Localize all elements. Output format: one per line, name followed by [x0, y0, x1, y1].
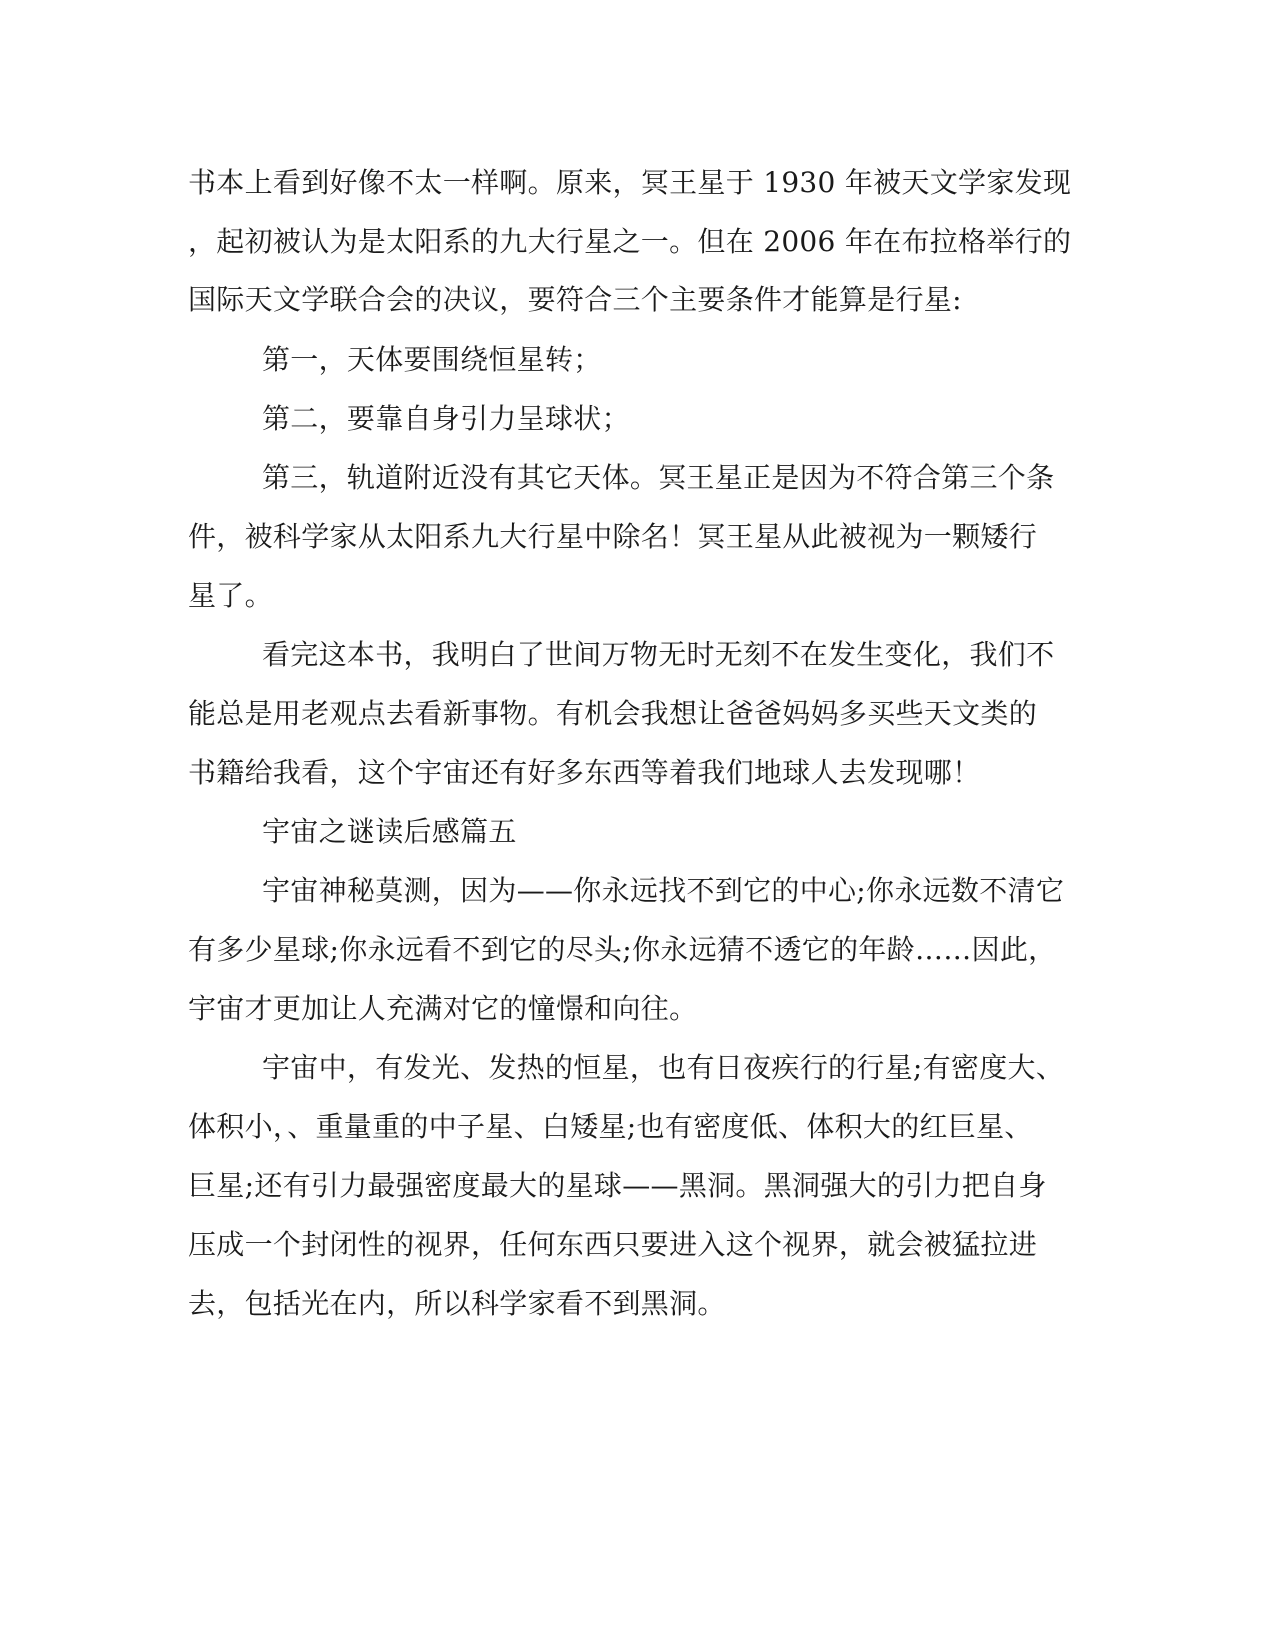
text-line: 书籍给我看，这个宇宙还有好多东西等着我们地球人去发现哪！ — [188, 756, 981, 789]
text-line: 压成一个封闭性的视界，任何东西只要进入这个视界，就会被猛拉进 — [188, 1228, 1038, 1261]
text-line: 宇宙中，有发光、发热的恒星，也有日夜疾行的行星;有密度大、 — [262, 1051, 1065, 1084]
text-line: 件，被科学家从太阳系九大行星中除名！冥王星从此被视为一颗矮行 — [188, 520, 1038, 553]
text-line: 第二，要靠自身引力呈球状； — [262, 402, 630, 435]
text-line: 有多少星球;你永远看不到它的尽头;你永远猜不透它的年龄……因此， — [188, 933, 1057, 966]
text-line: 宇宙神秘莫测，因为——你永远找不到它的中心;你永远数不清它 — [262, 874, 1065, 907]
text-line: 能总是用老观点去看新事物。有机会我想让爸爸妈妈多买些天文类的 — [188, 697, 1038, 730]
section-heading: 宇宙之谜读后感篇五 — [262, 815, 517, 848]
text-line: 国际天文学联合会的决议，要符合三个主要条件才能算是行星: — [188, 283, 962, 316]
text-line: 第三，轨道附近没有其它天体。冥王星正是因为不符合第三个条 — [262, 461, 1055, 494]
text-line: 看完这本书，我明白了世间万物无时无刻不在发生变化，我们不 — [262, 638, 1055, 671]
text-line: 宇宙才更加让人充满对它的憧憬和向往。 — [188, 992, 698, 1025]
text-line: 体积小，、重量重的中子星、白矮星;也有密度低、体积大的红巨星、 — [188, 1110, 1033, 1143]
text-line: 去，包括光在内，所以科学家看不到黑洞。 — [188, 1287, 726, 1320]
text-line: ，起初被认为是太阳系的九大行星之一。但在 2006 年在布拉格举行的 — [188, 225, 1072, 258]
text-line: 第一，天体要围绕恒星转； — [262, 343, 602, 376]
text-line: 巨星;还有引力最强密度最大的星球——黑洞。黑洞强大的引力把自身 — [188, 1169, 1047, 1202]
text-line: 书本上看到好像不太一样啊。原来，冥王星于 1930 年被天文学家发现 — [188, 166, 1072, 199]
text-line: 星了。 — [188, 579, 273, 612]
